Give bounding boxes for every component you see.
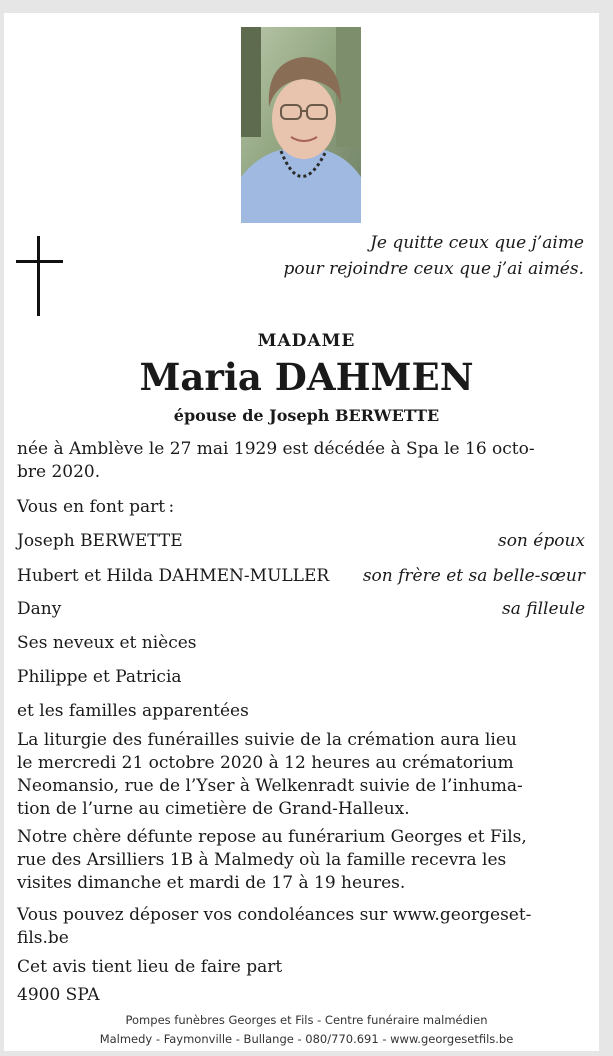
footer-line-1: Pompes funèbres Georges et Fils - Centre funéraire malmédien — [125, 1013, 488, 1027]
birth-death-line: bre 2020. — [17, 462, 101, 482]
family-row — [17, 666, 585, 688]
condolences-paragraph — [17, 904, 565, 950]
spouse-line: épouse de Joseph BERWETTE — [173, 406, 440, 425]
birth-death-paragraph — [17, 438, 565, 484]
birth-death-line: née à Amblève le 27 mai 1929 est décédée à Spa le 16 octo- — [17, 439, 535, 459]
deceased-name: Maria DAHMEN — [139, 355, 474, 399]
announcement-line: Vous en font part : — [17, 497, 175, 517]
family-name: et les familles apparentées — [17, 701, 249, 721]
condolences-line: fils.be — [17, 928, 69, 948]
family-name: Philippe et Patricia — [17, 667, 182, 687]
family-row — [17, 632, 585, 654]
ceremony-line: le mercredi 21 octobre 2020 à 12 heures au crématorium — [17, 753, 514, 773]
portrait-photo — [241, 27, 361, 223]
family-name: Ses neveux et nièces — [17, 633, 197, 653]
epitaph-quote — [204, 230, 584, 282]
ceremony-line: tion de l’urne au cimetière de Grand-Halleux. — [17, 799, 410, 819]
visitation-line: visites dimanche et mardi de 17 à 19 heures. — [17, 873, 406, 893]
visitation-paragraph — [17, 826, 565, 895]
footer-line-2: Malmedy - Faymonville - Bullange - 080/770.691 - www.georgesetfils.be — [99, 1032, 514, 1046]
family-row — [17, 598, 585, 620]
notice-line: Cet avis tient lieu de faire part — [17, 957, 283, 977]
family-relation: son frère et sa belle-sœur — [362, 566, 585, 586]
condolences-line: Vous pouvez déposer vos condoléances sur www.georgeset- — [17, 905, 532, 925]
family-relation: son époux — [497, 531, 585, 551]
ceremony-paragraph — [17, 729, 565, 821]
ceremony-line: La liturgie des funérailles suivie de la crémation aura lieu — [17, 730, 517, 750]
quote-line-1: Je quitte ceux que j’aime — [370, 233, 584, 253]
quote-line-2: pour rejoindre ceux que j’ai aimés. — [283, 259, 584, 279]
family-name: Hubert et Hilda DAHMEN-MULLER — [17, 566, 330, 586]
honorific-title: MADAME — [257, 331, 356, 351]
family-name: Dany — [17, 599, 62, 619]
family-row — [17, 700, 585, 722]
ceremony-line: Neomansio, rue de l’Yser à Welkenradt suivie de l’inhuma- — [17, 776, 523, 796]
family-row — [17, 530, 585, 552]
visitation-line: rue des Arsilliers 1B à Malmedy où la famille recevra les — [17, 850, 507, 870]
cross-icon — [37, 236, 40, 316]
postal-line: 4900 SPA — [17, 985, 100, 1005]
family-relation: sa filleule — [502, 599, 585, 619]
family-row — [17, 565, 585, 587]
family-name: Joseph BERWETTE — [17, 531, 183, 551]
cross-icon-bar — [16, 260, 63, 263]
visitation-line: Notre chère défunte repose au funérarium Georges et Fils, — [17, 827, 527, 847]
